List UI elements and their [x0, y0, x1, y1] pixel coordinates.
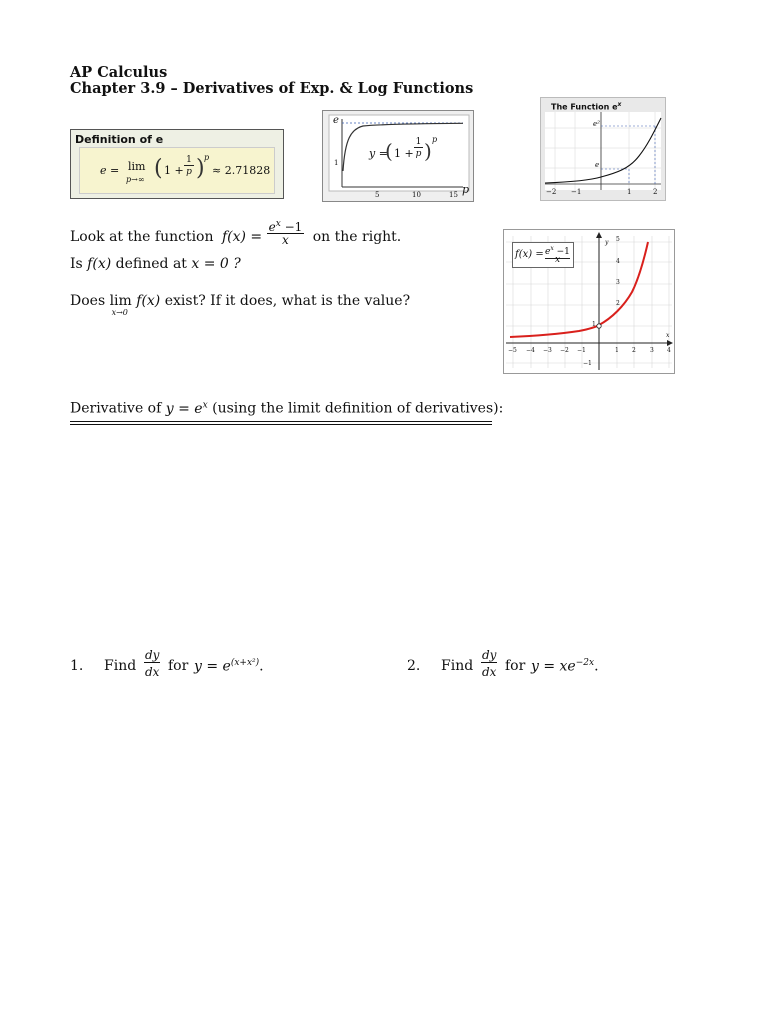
exp-x-tick: −1 [571, 188, 582, 196]
problem-1-end: . [259, 658, 264, 675]
heading-rule-bottom [70, 424, 492, 425]
limit-formula-inner: 1 + [394, 147, 414, 160]
fx-label-num-sup: x [550, 245, 554, 252]
exp-x-tick: −2 [546, 188, 557, 196]
q1-fx: f(x) = [221, 229, 263, 245]
q1-text-end: on the right. [312, 229, 402, 245]
limit-formula-lhs: y = [369, 147, 388, 160]
limit-formula-num: 1 [415, 137, 422, 147]
limit-formula-open: ( [385, 139, 393, 163]
exp-x-tick: 1 [627, 188, 632, 196]
q1-num-rest: −1 [280, 220, 303, 234]
problem-2-dx: dx [482, 665, 497, 679]
problem-2-number: 2. [407, 658, 421, 674]
fx-label-lhs: f(x) = [515, 249, 544, 260]
def-e-lhs: e = [100, 164, 120, 177]
q2-fx: f(x) [87, 256, 112, 272]
q1-num-sup: x [275, 219, 281, 229]
fx-x-axis-label: x [666, 332, 670, 339]
fx-y-tick: 3 [616, 279, 620, 286]
def-paren-open: ( [154, 156, 163, 181]
q3-lim-sub: x→0 [111, 308, 128, 317]
limit-x-tick-10: 10 [412, 191, 421, 199]
problem-1-dy: dy [145, 648, 160, 662]
fx-graph [503, 229, 675, 374]
limit-formula-exp: p [432, 135, 438, 144]
fx-y-tick: 4 [616, 258, 620, 265]
problem-2-eq-sup: −2x [575, 658, 595, 668]
limit-formula-den: p [415, 149, 422, 159]
fx-label-num-base: e [545, 247, 551, 257]
exp-graph-title-sup: x [617, 101, 622, 108]
problem-1-find: Find [104, 658, 137, 674]
problem-2-end: . [594, 658, 599, 675]
chapter-title: Chapter 3.9 – Derivatives of Exp. & Log Functions [70, 80, 474, 97]
limit-graph [322, 110, 474, 202]
deriv-heading-rest: (using the limit definition of derivatives): [212, 400, 504, 417]
q3-fx: f(x) [136, 293, 161, 309]
fx-label-num-rest: −1 [553, 247, 570, 257]
limit-x-tick-15: 15 [449, 191, 458, 199]
question-line-1 [70, 219, 402, 247]
def-lim-sub: p→∞ [126, 175, 145, 184]
fx-y-tick: 1 [592, 321, 596, 328]
exp-graph-svg [541, 98, 665, 200]
q3-lim-text: lim [109, 293, 132, 309]
def-lim: lim [128, 160, 146, 173]
fx-y-tick: 2 [616, 300, 620, 307]
fx-graph-label [512, 242, 574, 268]
exp-y-label-e2: e² [593, 120, 600, 128]
q3-text-end: exist? If it does, what is the value? [164, 293, 411, 309]
deriv-heading-text: Derivative of [70, 400, 162, 417]
def-frac-num: 1 [184, 155, 194, 166]
q1-fraction [267, 218, 305, 246]
fx-x-tick: −4 [526, 347, 535, 354]
def-one-plus: 1 + [164, 164, 184, 177]
exp-y-label-e: e [595, 161, 600, 169]
def-approx: ≈ 2.71828 [212, 164, 271, 177]
exp-x-tick: 2 [653, 188, 658, 196]
fx-x-tick: −5 [508, 347, 517, 354]
limit-formula-close: ) [424, 139, 432, 163]
q2-x: x = 0 ? [191, 256, 241, 272]
fx-x-tick: −2 [560, 347, 569, 354]
q2-text: Is [70, 256, 83, 272]
def-paren-close: ) [196, 156, 205, 181]
derivative-heading [70, 400, 503, 417]
limit-y-tick: 1 [334, 159, 339, 167]
exp-graph [540, 97, 666, 201]
question-line-2 [70, 256, 241, 272]
q1-num-base: e [268, 220, 276, 234]
deriv-eq-base: y = e [165, 400, 203, 417]
fx-y-tick: 5 [616, 236, 620, 243]
fx-y-tick: −1 [583, 360, 592, 367]
definition-formula [79, 147, 275, 194]
problem-2 [407, 650, 707, 686]
heading-rule-top [70, 421, 492, 422]
q3-text: Does [70, 293, 106, 309]
fx-label-den: x [555, 255, 561, 265]
problem-2-dy: dy [482, 648, 497, 662]
problem-2-equation [531, 658, 599, 675]
limit-x-tick-5: 5 [375, 191, 380, 199]
fx-x-tick: 3 [650, 347, 654, 354]
deriv-eq-sup: x [202, 400, 208, 410]
fx-x-tick: 4 [667, 347, 671, 354]
problem-1-eq-base: y = e [194, 658, 231, 675]
deriv-heading-eq [166, 401, 208, 417]
definition-of-e-box [70, 129, 284, 199]
q1-frac-den: x [282, 233, 289, 247]
problem-1-for: for [168, 658, 189, 674]
def-exp: p [204, 153, 210, 162]
problem-2-find: Find [441, 658, 474, 674]
q1-text: Look at the function [70, 229, 214, 245]
fx-x-tick: −3 [543, 347, 552, 354]
question-line-3 [70, 293, 411, 317]
course-title: AP Calculus [70, 64, 168, 81]
problem-1-eq-sup: (x+x²) [230, 658, 260, 668]
def-frac-den: p [186, 167, 192, 177]
fx-x-tick: 2 [632, 347, 636, 354]
problem-1-equation [194, 658, 264, 675]
problem-1-dx: dx [145, 665, 160, 679]
fx-x-tick: −1 [577, 347, 586, 354]
q2-text-mid: defined at [115, 256, 187, 272]
problem-2-for: for [505, 658, 526, 674]
problem-2-eq-base: y = xe [531, 658, 576, 675]
q1-frac-num [267, 218, 305, 234]
problem-1 [70, 650, 370, 686]
fx-y-axis-label: y [605, 239, 609, 246]
fx-x-tick: 1 [615, 347, 619, 354]
limit-y-label: e [333, 115, 339, 126]
limit-x-label: p [462, 183, 470, 196]
exp-graph-title-text: The Function e [551, 102, 618, 112]
definition-title: Definition of e [75, 133, 164, 146]
q3-lim [109, 293, 132, 317]
problem-1-number: 1. [70, 658, 84, 674]
